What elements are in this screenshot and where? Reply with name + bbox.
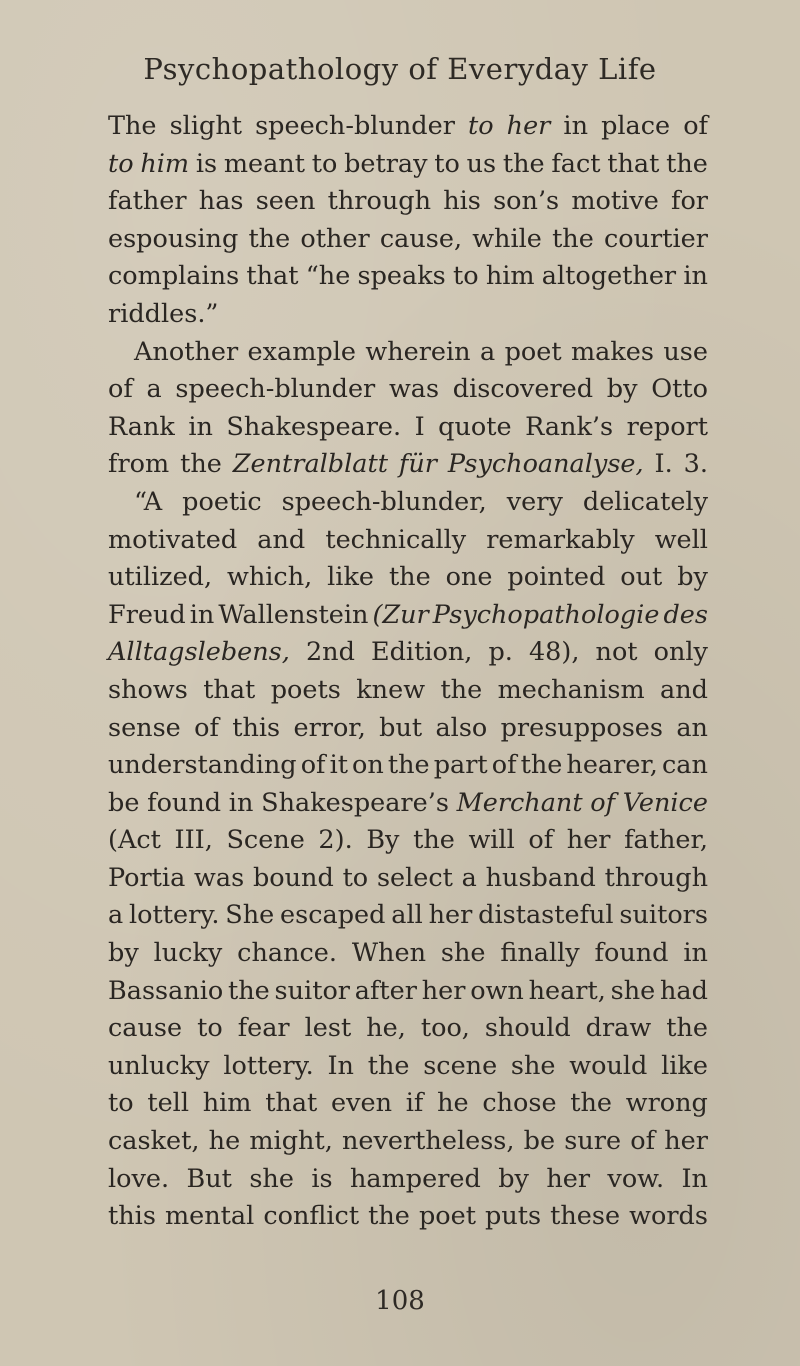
page-number: 108 [375, 1286, 425, 1316]
word: found [147, 787, 222, 818]
text-line [108, 973, 708, 1011]
word: heart, [528, 975, 606, 1006]
text-line [108, 183, 708, 221]
word: be [523, 1126, 556, 1157]
word: presupposes [500, 712, 663, 743]
word: these [550, 1201, 621, 1232]
text-line [108, 221, 708, 259]
word: her [664, 1126, 708, 1157]
word: select [376, 862, 453, 893]
word: espousing [108, 223, 239, 254]
word: to [434, 148, 460, 179]
word: of [590, 787, 616, 818]
word: her [506, 111, 551, 141]
word: out [620, 562, 663, 593]
word: bound [252, 862, 334, 893]
word: for [671, 186, 708, 217]
word: the [228, 975, 270, 1006]
word: tell [147, 1088, 189, 1119]
word: not [595, 637, 638, 668]
word: remarkably [486, 524, 635, 555]
text-line [108, 747, 708, 785]
word: a [146, 374, 162, 405]
word: speaks [357, 261, 446, 292]
word: complains [108, 261, 240, 292]
word: lest [304, 1013, 352, 1044]
word: poetic [182, 486, 262, 517]
word: casket, [108, 1126, 200, 1157]
word: Otto [651, 374, 708, 405]
word: cause [108, 1013, 183, 1044]
word: wherein [365, 336, 471, 367]
word: him [202, 1088, 252, 1119]
word: the [570, 1088, 613, 1119]
word: that [203, 674, 256, 705]
word: well [654, 524, 708, 555]
word: if [405, 1088, 424, 1119]
word: one [445, 562, 493, 593]
word: his [443, 186, 481, 217]
word: fact [551, 148, 601, 179]
word: own [470, 975, 524, 1006]
word: son’s [493, 186, 560, 217]
text-line [108, 258, 708, 296]
word: she [249, 1163, 294, 1194]
text-line [108, 785, 708, 823]
word: discovered [452, 374, 594, 405]
word: speech-blunder, [281, 486, 487, 517]
word: of [528, 825, 554, 856]
word: the [520, 750, 563, 781]
word: the [552, 223, 594, 254]
word: utilized, [108, 562, 213, 593]
word: to [311, 148, 338, 179]
text-line [108, 672, 708, 710]
word: nevertheless, [341, 1126, 515, 1157]
word: us [466, 148, 497, 179]
word: 48), [528, 637, 580, 668]
word: he [437, 1088, 469, 1119]
word: makes [570, 336, 654, 367]
word: be [108, 787, 140, 818]
word: her [566, 825, 611, 856]
word: vow. [607, 1163, 665, 1194]
word: father, [624, 825, 708, 856]
running-head: Psychopathology of Everyday Life [143, 52, 657, 86]
word: Wallenstein [218, 599, 369, 630]
word: In [681, 1163, 708, 1194]
word: and [257, 524, 306, 555]
word: Shakespeare’s [261, 787, 449, 818]
word: escaped [280, 900, 386, 931]
body-text [108, 108, 708, 1236]
word: mechanism [497, 674, 645, 705]
word: Merchant [456, 787, 583, 818]
word: Alltagslebens, [108, 637, 290, 668]
word: her [428, 900, 473, 931]
word: conflict [263, 1201, 360, 1232]
word: the [502, 148, 545, 179]
text-line [108, 897, 708, 935]
word: while [472, 223, 542, 254]
word: the [180, 449, 222, 480]
text-line [108, 446, 708, 484]
word: Venice [622, 787, 708, 818]
word: lottery. [129, 900, 220, 931]
word: “A [134, 486, 163, 517]
word: riddles.” [108, 298, 219, 329]
word: husband [485, 862, 596, 893]
text-line [108, 1198, 708, 1236]
word: 3. [683, 449, 708, 480]
word: only [653, 637, 708, 668]
word: she [610, 975, 656, 1006]
text-line [108, 1085, 708, 1123]
text-line [108, 1161, 708, 1199]
word: in [188, 411, 213, 442]
word: lottery. [223, 1050, 314, 1081]
word: has [198, 186, 244, 217]
word: of [683, 111, 708, 141]
word: scene [423, 1050, 498, 1081]
word: might, [249, 1126, 333, 1157]
text-line [108, 296, 708, 334]
word: She [225, 900, 275, 931]
word: after [354, 975, 417, 1006]
word: in [563, 111, 589, 141]
word: all [391, 900, 423, 931]
word: Freud [108, 599, 186, 630]
word: that [607, 148, 660, 179]
word: place [601, 111, 671, 141]
word: that [246, 261, 299, 292]
word: in [683, 938, 708, 969]
word: he [208, 1126, 241, 1157]
text-line [108, 597, 708, 635]
word: through [604, 862, 708, 893]
word: Shakespeare. [226, 411, 402, 442]
word: But [186, 1163, 232, 1194]
word: on [352, 750, 384, 781]
word: example [247, 336, 356, 367]
word: like [327, 562, 375, 593]
word: her [546, 1163, 591, 1194]
word: 2nd [305, 637, 355, 668]
text-line [108, 710, 708, 748]
word: In [327, 1050, 354, 1081]
word: I [414, 411, 425, 442]
word: III, [174, 825, 213, 856]
word: altogether [541, 261, 677, 292]
word: shows [108, 674, 188, 705]
word: knew [356, 674, 426, 705]
word: like [661, 1050, 708, 1081]
word: to [197, 1013, 223, 1044]
word: sense [108, 712, 181, 743]
word: of [491, 750, 517, 781]
word: this [108, 1201, 156, 1232]
word: other [300, 223, 370, 254]
word: this [232, 712, 281, 743]
word: 2). [318, 825, 353, 856]
word: found [594, 938, 669, 969]
word: a [479, 336, 496, 367]
word: puts [485, 1201, 542, 1232]
word: a [108, 900, 124, 931]
word: the [368, 1201, 410, 1232]
word: sure [564, 1126, 622, 1157]
word: him [485, 261, 535, 292]
word: the [387, 750, 430, 781]
word: seen [255, 186, 316, 217]
word: unlucky [108, 1050, 210, 1081]
word: through [327, 186, 432, 217]
word: des [663, 599, 708, 630]
text-line [108, 334, 708, 372]
word: suitor [274, 975, 351, 1006]
word: he, [366, 1013, 406, 1044]
word: chose [482, 1088, 557, 1119]
word: a [461, 862, 477, 893]
word: to [342, 862, 369, 893]
text-line [108, 634, 708, 672]
word: she [510, 1050, 556, 1081]
word: would [569, 1050, 648, 1081]
word: can [661, 750, 708, 781]
text-line [108, 108, 708, 146]
word: an [676, 712, 708, 743]
word: too, [420, 1013, 470, 1044]
word: the [413, 825, 455, 856]
word: in [683, 261, 708, 292]
word: suitors [619, 900, 708, 931]
text-line [108, 860, 708, 898]
word: slight [169, 111, 242, 141]
word: technically [325, 524, 467, 555]
word: him [140, 148, 190, 179]
word: to [452, 261, 479, 292]
word: delicately [582, 486, 708, 517]
word: p. [488, 637, 513, 668]
word: her [421, 975, 466, 1006]
word: even [331, 1088, 393, 1119]
word: should [484, 1013, 571, 1044]
word: is [195, 148, 218, 179]
text-line [108, 935, 708, 973]
word: finally [500, 938, 580, 969]
word: chance. [237, 938, 337, 969]
word: meant [223, 148, 305, 179]
word: in [189, 599, 215, 630]
word: of [630, 1126, 656, 1157]
word: it [329, 750, 348, 781]
word: by [498, 1163, 529, 1194]
word: of [194, 712, 219, 743]
word: from [108, 449, 170, 480]
word: poet [504, 336, 562, 367]
word: will [468, 825, 515, 856]
word: the [440, 674, 483, 705]
word: which, [227, 562, 313, 593]
word: Portia [108, 862, 186, 893]
text-line [108, 1123, 708, 1161]
word: Psychopathologie [432, 599, 660, 630]
word: to [467, 111, 494, 141]
text-line [108, 484, 708, 522]
word: pointed [507, 562, 606, 593]
word: she [440, 938, 486, 969]
word: mental [164, 1201, 255, 1232]
word: but [379, 712, 423, 743]
word: speech-blunder [175, 374, 376, 405]
word: was [194, 862, 245, 893]
word: had [659, 975, 708, 1006]
word: draw [585, 1013, 652, 1044]
text-line [108, 409, 708, 447]
word: “he [305, 261, 351, 292]
word: of [108, 374, 133, 405]
word: that [265, 1088, 318, 1119]
word: By [366, 825, 400, 856]
word: speech-blunder [255, 111, 455, 141]
word: to [108, 1088, 134, 1119]
word: cause, [379, 223, 463, 254]
word: words [629, 1201, 708, 1232]
word: Edition, [370, 637, 473, 668]
word: of [300, 750, 326, 781]
word: Bassanio [108, 975, 224, 1006]
word: by [606, 374, 638, 405]
word: Rank’s [525, 411, 614, 442]
word: distasteful [478, 900, 614, 931]
text-line [108, 146, 708, 184]
text-line [108, 822, 708, 860]
word: poet [418, 1201, 476, 1232]
word: the [666, 1013, 708, 1044]
word: hearer, [566, 750, 658, 781]
word: use [663, 336, 708, 367]
word: motivated [108, 524, 238, 555]
word: (Act [108, 825, 161, 856]
word: report [626, 411, 708, 442]
word: love. [108, 1163, 170, 1194]
word: fear [237, 1013, 290, 1044]
word: I. [654, 449, 673, 480]
word: Another [134, 336, 239, 367]
word: in [228, 787, 254, 818]
word: understanding [108, 750, 297, 781]
word: poets [270, 674, 341, 705]
word: hampered [349, 1163, 481, 1194]
word: is [311, 1163, 333, 1194]
word: father [108, 186, 187, 217]
text-line [108, 559, 708, 597]
word: the [388, 562, 431, 593]
text-line [108, 1048, 708, 1086]
word: betray [344, 148, 428, 179]
word: motive [571, 186, 659, 217]
word: für [398, 449, 437, 480]
word: wrong [625, 1088, 708, 1119]
word: Zentralblatt [232, 449, 388, 480]
word: part [433, 750, 488, 781]
word: When [351, 938, 426, 969]
text-line [108, 522, 708, 560]
word: by [677, 562, 708, 593]
word: also [435, 712, 488, 743]
word: error, [293, 712, 366, 743]
word: (Zur [372, 599, 429, 630]
text-line [108, 371, 708, 409]
word: Scene [226, 825, 305, 856]
text-line [108, 1010, 708, 1048]
word: courtier [604, 223, 708, 254]
word: Rank [108, 411, 175, 442]
word: the [666, 148, 708, 179]
word: quote [438, 411, 512, 442]
word: The [108, 111, 157, 141]
word: very [506, 486, 563, 517]
word: the [248, 223, 291, 254]
word: the [367, 1050, 410, 1081]
word: was [388, 374, 440, 405]
word: to [108, 148, 134, 179]
word: lucky [153, 938, 223, 969]
word: by [108, 938, 139, 969]
word: Psychoanalyse, [447, 449, 644, 480]
word: and [660, 674, 708, 705]
